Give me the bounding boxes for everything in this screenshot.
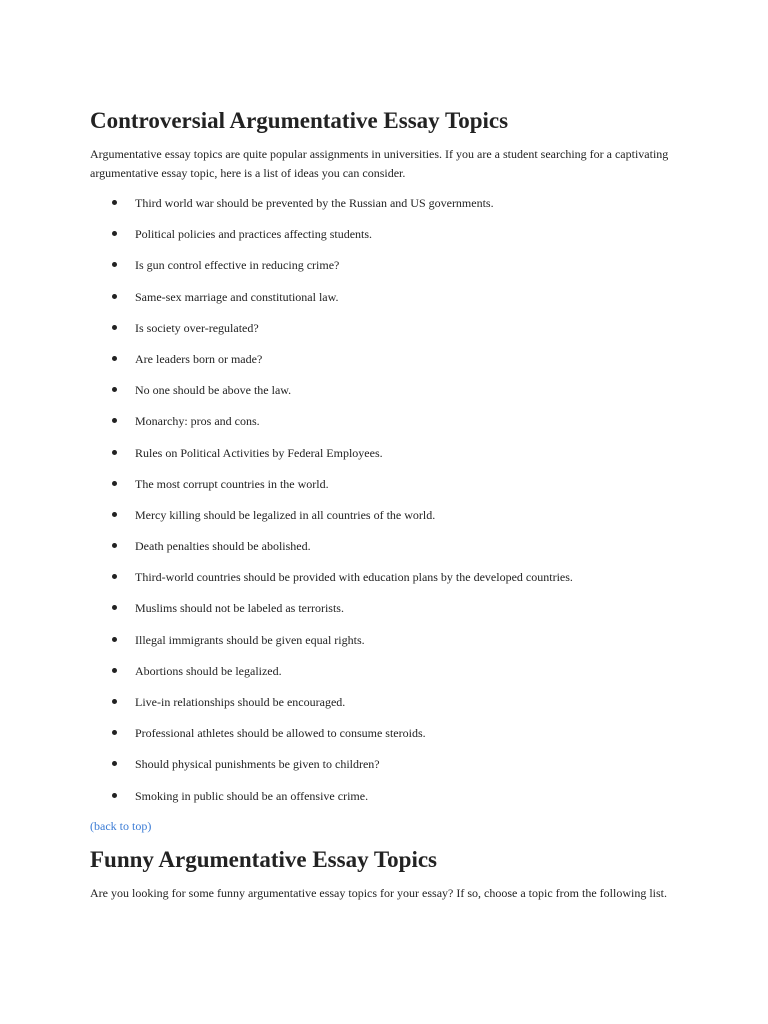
topic-list-controversial	[90, 194, 690, 818]
bullet-icon	[112, 543, 117, 548]
list-item	[90, 444, 690, 475]
list-item	[90, 319, 690, 350]
bullet-icon	[112, 231, 117, 236]
bullet-icon	[112, 294, 117, 299]
list-item	[90, 475, 690, 506]
back-to-top-link[interactable]: (back to top)	[90, 819, 152, 833]
list-item-text: Mercy killing should be legalized in all countries of the world.	[135, 507, 436, 522]
bullet-icon	[112, 793, 117, 798]
bullet-icon	[112, 605, 117, 610]
list-item	[90, 693, 690, 724]
list-item-text: Should physical punishments be given to children?	[135, 757, 380, 772]
bullet-icon	[112, 418, 117, 423]
bullet-icon	[112, 450, 117, 455]
list-item-text: Professional athletes should be allowed to consume steroids.	[135, 726, 426, 741]
list-item-text: Third-world countries should be provided with education plans by the developed countries.	[135, 570, 573, 585]
section-intro-funny: Are you looking for some funny argumentative essay topics for your essay? If so, choose a topic from the following list.	[90, 886, 667, 900]
list-item	[90, 537, 690, 568]
bullet-icon	[112, 200, 117, 205]
list-item	[90, 568, 690, 599]
list-item	[90, 599, 690, 630]
bullet-icon	[112, 699, 117, 704]
bullet-icon	[112, 262, 117, 267]
list-item-text: Abortions should be legalized.	[135, 663, 282, 678]
bullet-icon	[112, 761, 117, 766]
list-item-text: Third world war should be prevented by the Russian and US governments.	[135, 196, 494, 210]
bullet-icon	[112, 356, 117, 361]
list-item-text: Death penalties should be abolished.	[135, 539, 311, 554]
list-item	[90, 350, 690, 381]
list-item-text: Is society over-regulated?	[135, 320, 259, 335]
bullet-icon	[112, 387, 117, 392]
list-item	[90, 787, 690, 818]
list-item-text: Monarchy: pros and cons.	[135, 414, 260, 429]
list-item-text: Same-sex marriage and constitutional law.	[135, 289, 339, 304]
list-item-text: Is gun control effective in reducing crime?	[135, 258, 340, 273]
list-item-text: Illegal immigrants should be given equal rights.	[135, 632, 365, 647]
bullet-icon	[112, 730, 117, 735]
section-title-funny: Funny Argumentative Essay Topics	[90, 847, 437, 872]
list-item	[90, 412, 690, 443]
list-item-text: Are leaders born or made?	[135, 351, 263, 366]
list-item-text: Rules on Political Activities by Federal Employees.	[135, 445, 383, 460]
bullet-icon	[112, 668, 117, 673]
list-item	[90, 288, 690, 319]
list-item-text: Muslims should not be labeled as terrorists.	[135, 601, 344, 616]
bullet-icon	[112, 325, 117, 330]
section-intro-controversial: Argumentative essay topics are quite popular assignments in universities. If you are a student searching for a captivating argumentative essay topic, here is a list of ideas you can consider.	[90, 147, 669, 180]
list-item	[90, 631, 690, 662]
list-item-text: Smoking in public should be an offensive crime.	[135, 788, 369, 803]
list-item	[90, 381, 690, 412]
list-item	[90, 662, 690, 693]
bullet-icon	[112, 512, 117, 517]
list-item-text: No one should be above the law.	[135, 383, 292, 398]
list-item	[90, 256, 690, 287]
bullet-icon	[112, 574, 117, 579]
list-item	[90, 506, 690, 537]
section-title-controversial: Controversial Argumentative Essay Topics	[90, 108, 509, 133]
list-item-text: Live-in relationships should be encouraged.	[135, 695, 346, 709]
list-item	[90, 724, 690, 755]
list-item	[90, 194, 690, 225]
bullet-icon	[112, 481, 117, 486]
bullet-icon	[112, 637, 117, 642]
list-item	[90, 755, 690, 786]
list-item-text: Political policies and practices affecting students.	[135, 227, 373, 242]
list-item	[90, 225, 690, 256]
list-item-text: The most corrupt countries in the world.	[135, 476, 329, 491]
